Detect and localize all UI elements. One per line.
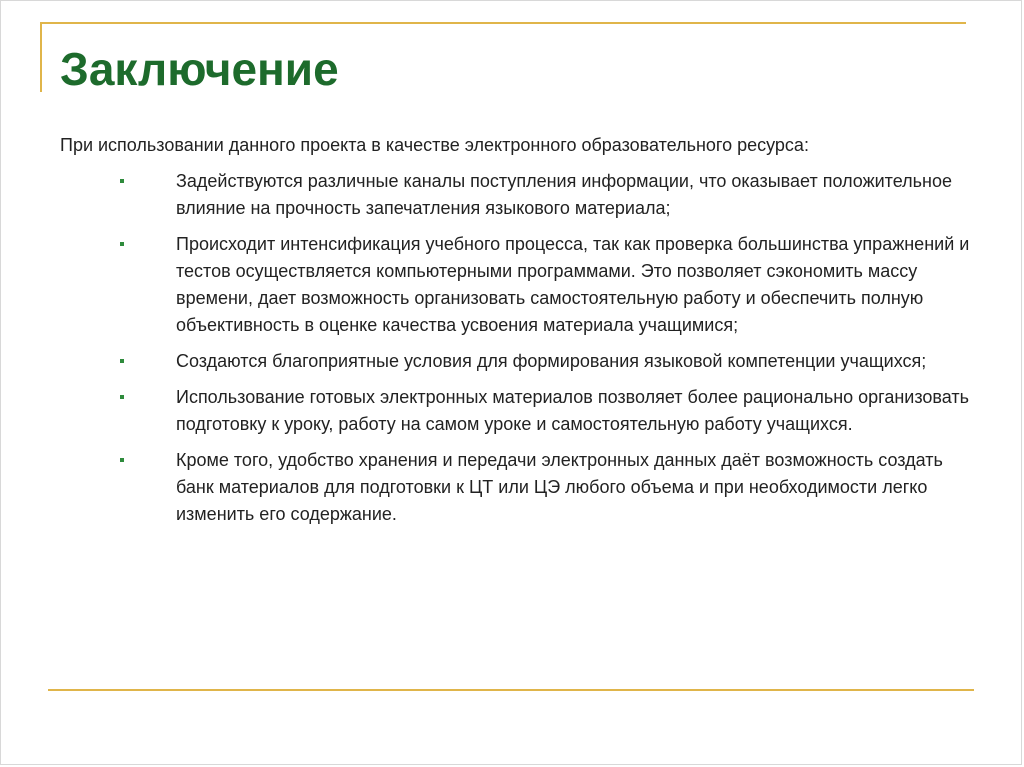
bottom-decorative-rule <box>48 689 974 691</box>
bullet-item <box>120 384 970 438</box>
top-decorative-rule <box>40 22 966 24</box>
bullet-text: Создаются благоприятные условия для формирования языковой компетенции учащихся; <box>176 351 927 371</box>
square-bullet-icon <box>120 242 124 246</box>
square-bullet-icon <box>120 179 124 183</box>
bullet-item <box>120 348 970 375</box>
bullet-item <box>120 168 970 222</box>
bullet-item <box>120 231 970 339</box>
bullet-text: Кроме того, удобство хранения и передачи электронных данных даёт возможность создать банк материалов для подготовки к ЦТ или ЦЭ любого объема и при необходимости легко изменить его содержание. <box>176 450 943 524</box>
square-bullet-icon <box>120 359 124 363</box>
bullet-text: Задействуются различные каналы поступления информации, что оказывает положительное влияние на прочность запечатления языкового материала; <box>176 171 952 218</box>
slide-title: Заключение <box>60 43 339 95</box>
intro-text: При использовании данного проекта в качестве электронного образовательного ресурса: <box>60 135 809 155</box>
bullet-text: Использование готовых электронных материалов позволяет более рационально организовать подготовку к уроку, работу на самом уроке и самостоятельную работу учащихся. <box>176 387 970 434</box>
left-decorative-rule <box>40 22 42 92</box>
square-bullet-icon <box>120 458 124 462</box>
square-bullet-icon <box>120 395 124 399</box>
bullet-list <box>120 168 970 537</box>
bullet-item <box>120 447 970 528</box>
bullet-text: Происходит интенсификация учебного процесса, так как проверка большинства упражнений и тестов осуществляется компьютерными программами. Это позволяет сэкономить массу времени, дает возможность организовать самостоятельную работу и обеспечить полную объективность в оценке качества усвоения материала учащимися; <box>176 234 970 335</box>
